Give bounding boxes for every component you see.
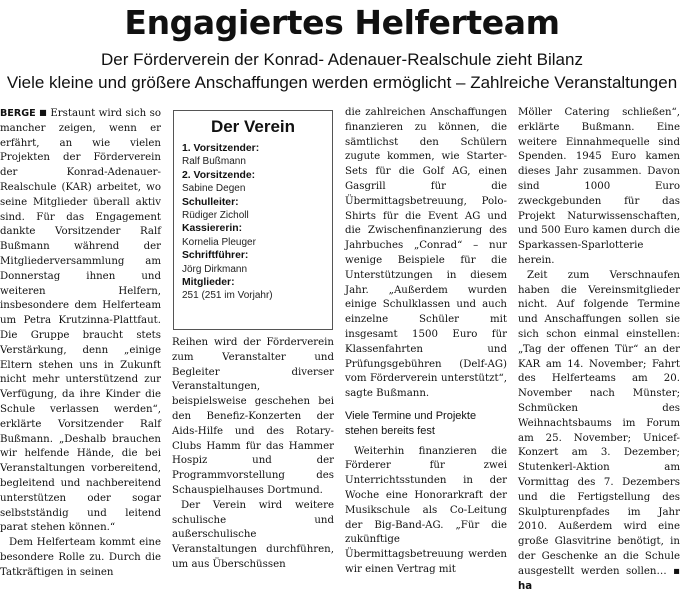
info-person: 251 (251 im Vorjahr) bbox=[182, 290, 273, 302]
info-role: 2. Vorsitzende: bbox=[182, 169, 256, 181]
article-subheadline-2: Viele kleine und größere Anschaffungen werden ermöglicht – Zahlreiche Veranstaltungen bbox=[6, 73, 678, 92]
dateline-bullet-icon: ■ bbox=[39, 108, 47, 117]
info-role: Kassiererin: bbox=[182, 223, 243, 235]
info-entry bbox=[182, 276, 324, 303]
info-person: Sabine Degen bbox=[182, 183, 246, 195]
article-subheadline-1: Der Förderverein der Konrad- Adenauer-Realschule zieht Bilanz bbox=[101, 50, 583, 69]
info-box-title: Der Verein bbox=[210, 117, 296, 136]
article-paragraph: Möller Catering schließen“, erklärte Bußmann. Eine weitere Einnahmequelle sind Spenden. 1945 Euro kamen dieses Jahr zusammen. Davon sind 1000 Euro zweckgebunden für das Projekt Naturwissenschaften, und 500 Euro kamen durch die Sparkassen-Sparlotterie herein. bbox=[518, 107, 680, 266]
article-column-1 bbox=[0, 106, 161, 578]
article-paragraph: Dem Helferteam kommt eine besondere Rolle zu. Durch die Tatkräftigen in seinen bbox=[0, 537, 161, 578]
info-entry bbox=[182, 142, 324, 169]
article-paragraph: die zahlreichen Anschaffungen finanzieren zu können, die sämtlichst den Schülern zugute kommen, wie Starter-Sets für die Golf AG, einen Gasgrill für die Übermittagsbetreuung, Polo-Shirts für die Event AG und die Zwischenfinanzierung des Jahrbuches „Conrad“ – nur wenige Beispiele für die Unterstützungen in diesem Jahr. „Außerdem wurden einige Schulklassen und auch einzelne Schüler mit insgesamt 1500 Euro für Klassenfahrten und Prüfungsgebühren (Delf-AG) vom Förderverein unterstützt“, sagte Bußmann. bbox=[345, 107, 507, 400]
author-initials: ha bbox=[518, 580, 533, 592]
info-entry bbox=[182, 196, 324, 223]
info-entry bbox=[182, 249, 324, 276]
paragraph-text: Zeit zum Verschnaufen haben die Vereinsmitglieder nicht. Auf folgende Termine und Anschaffungen sollen sie sich schon einmal einstellen: „Tag der offenen Tür“ an der KAR am 14. November; Fahrt des Helferteams am 20. November nach Münster; Schmücken des Weihnachtsbaums im Forum am 25. November; Unicef-Konzert am 3. Dezember; Stutenkerl-Aktion am Vormittag des 7. Dezembers und die Fertigstellung des Skulpturenpfades im Jahr 2010. Außerdem wird eine große Glasvitrine benötigt, in der Geschenke an die Schule ausgestellt werden sollen… bbox=[518, 269, 680, 577]
end-mark-icon: ▪ bbox=[673, 565, 680, 577]
association-info-box bbox=[173, 110, 333, 330]
info-entry bbox=[182, 222, 324, 249]
info-role: Schulleiter: bbox=[182, 196, 239, 208]
article-column-3 bbox=[345, 106, 507, 575]
article-paragraph bbox=[0, 106, 161, 536]
info-person: Kornelia Pleuger bbox=[182, 236, 256, 248]
info-person: Rüdiger Zicholl bbox=[182, 210, 249, 222]
article-column-2 bbox=[172, 106, 334, 570]
info-person: Ralf Bußmann bbox=[182, 156, 246, 168]
article-paragraph: Der Verein wird weitere schulische und außerschulische Veranstaltungen durchführen, um aus Überschüssen bbox=[172, 499, 334, 570]
article-column-4 bbox=[518, 106, 680, 592]
info-role: Schriftführer: bbox=[182, 250, 249, 262]
info-role: 1. Vorsitzender: bbox=[182, 143, 260, 154]
paragraph-text: Erstaunt wird sich so mancher zeigen, wenn er erfährt, an wie vielen Projekten der Förderverein der Konrad-Adenauer-Realschule (KAR) arbeitet, wo seine Mitglieder überall aktiv sind. Für das Engagement dankte Vorsitzender Ralf Bußmann während der Mitgliederversammlung am Donnerstag ihnen und weiteren Helfern, insbesondere dem Helferteam um Petra Krutzinna-Plattfaut. Die Gruppe braucht stets Verstärkung, denn „einige Eltern stehen uns in Zukunft nicht mehr unterstützend zur Verfügung, da ihre Kinder die Schule verlassen werden“, erklärte Vorsitzender Ralf Bußmann. „Deshalb brauchen wir helfende Hände, die bei Veranstaltungen vorbereitend, begleitend und nachbereitend unterstützen oder sogar selbstständig und leitend parat stehen können.“ bbox=[0, 108, 161, 534]
info-person: Jörg Dirkmann bbox=[182, 263, 248, 275]
info-entry bbox=[182, 169, 324, 196]
article-paragraph bbox=[518, 269, 680, 594]
dateline-location: BERGE bbox=[0, 108, 36, 119]
info-role: Mitglieder: bbox=[182, 277, 235, 289]
article-paragraph: Weiterhin finanzieren die Förderer für zwei Unterrichtsstunden in der Woche eine Honorarkraft der Musikschule als Co-Leitung der Big-Band-AG. „Für die zukünftige Übermittagsbetreuung werden wir einen Vertrag mit bbox=[345, 445, 507, 575]
article-paragraph: Reihen wird der Förderverein zum Veranstalter und Begleiter diverser Veranstaltungen, beispielsweise geschehen bei den Benefiz-Konzerten der Aids-Hilfe und des Rotary-Clubs Hamm für das Hammer Hospiz und der Programmvorstellung des Schauspielhauses Dortmund. bbox=[172, 337, 334, 496]
section-subheading: Viele Termine und Projekte stehen bereits fest bbox=[345, 409, 477, 437]
article-headline: Engagiertes Helferteam bbox=[124, 3, 560, 42]
